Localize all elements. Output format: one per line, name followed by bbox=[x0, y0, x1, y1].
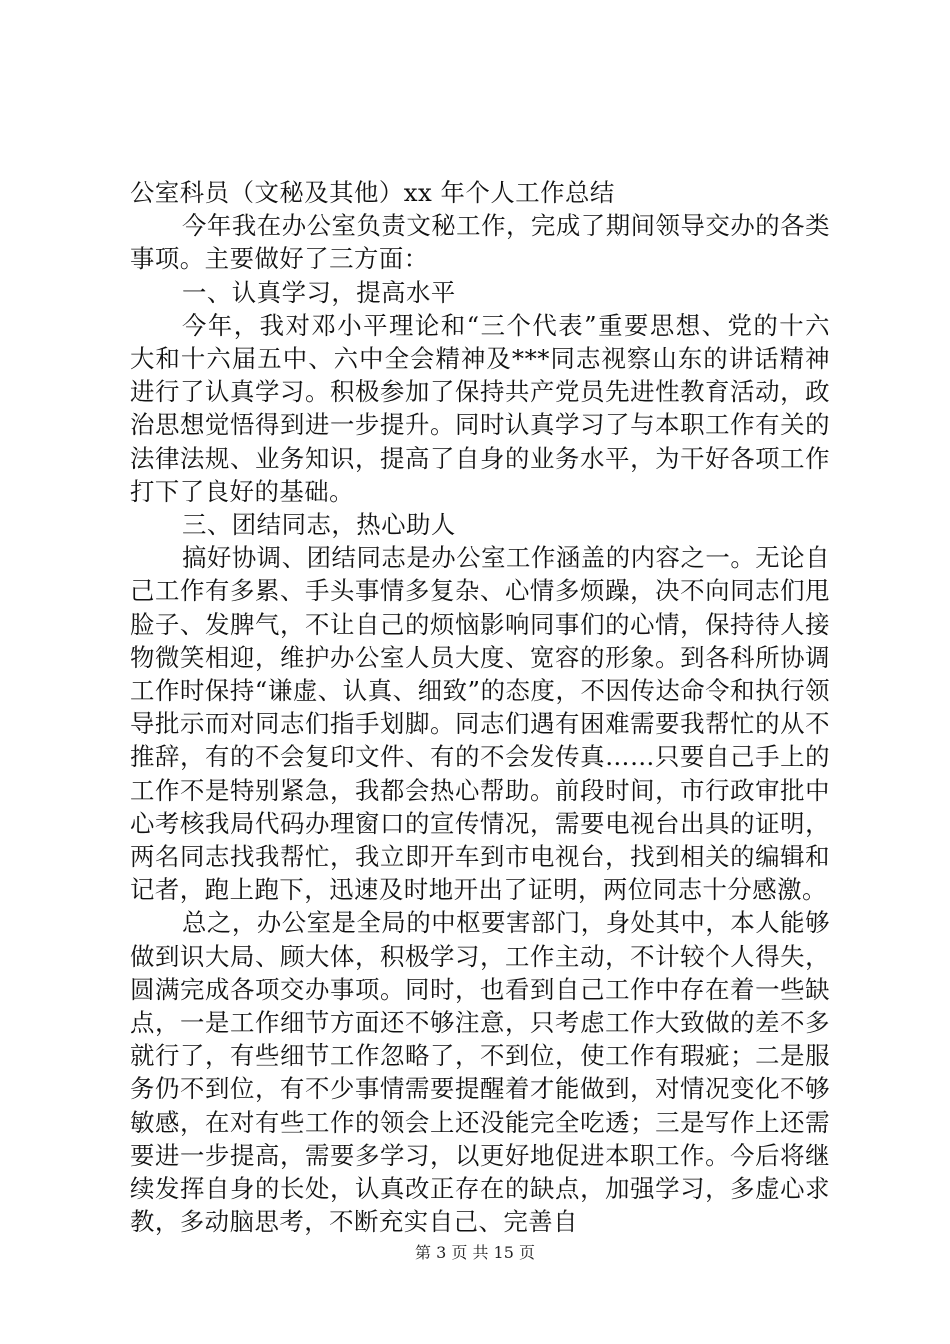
intro-paragraph: 今年我在办公室负责文秘工作，完成了期间领导交办的各类事项。主要做好了三方面： bbox=[130, 211, 830, 274]
study-paragraph: 今年，我对邓小平理论和“三个代表”重要思想、党的十六大和十六届五中、六中全会精神及***同志视察山东的讲话精神进行了认真学习。积极参加了保持共产党员先进性教育活动，政治思想觉悟得到进一步提升。同时认真学习了与本职工作有关的法律法规、业务知识，提高了自身的业务水平，为干好各项工作打下了良好的基础。 bbox=[130, 310, 830, 506]
summary-paragraph: 总之，办公室是全局的中枢要害部门，身处其中，本人能够做到识大局、顾大体，积极学习，工作主动，不计较个人得失，圆满完成各项交办事项。同时，也看到自己工作中存在着一些缺点，一是工作细节方面还不够注意，只考虑工作大致做的差不多就行了，有些细节工作忽略了，不到位，使工作有瑕疵；二是服务仍不到位，有不少事情需要提醒着才能做到，对情况变化不够敏感，在对有些工作的领会上还没能完全吃透；三是写作上还需要进一步提高，需要多学习，以更好地促进本职工作。今后将继续发挥自身的长处，认真改正存在的缺点，加强学习，多虚心求教，多动脑思考，不断充实自己、完善自 bbox=[130, 908, 830, 1237]
unity-paragraph: 搞好协调、团结同志是办公室工作涵盖的内容之一。无论自己工作有多累、手头事情多复杂、心情多烦躁，决不向同志们甩脸子、发脾气，不让自己的烦恼影响同事们的心情，保持待人接物微笑相迎，维护办公室人员大度、宽容的形象。到各科所协调工作时保持“谦虚、认真、细致”的态度，不因传达命令和执行领导批示而对同志们指手划脚。同志们遇有困难需要我帮忙的从不推辞，有的不会复印文件、有的不会发传真……只要自己手上的工作不是特别紧急，我都会热心帮助。前段时间，市行政审批中心考核我局代码办理窗口的宣传情况，需要电视台出具的证明，两名同志找我帮忙，我立即开车到市电视台，找到相关的编辑和记者，跑上跑下，迅速及时地开出了证明，两位同志十分感激。 bbox=[130, 543, 830, 905]
section-heading-study: 一、认真学习，提高水平 bbox=[182, 277, 456, 307]
document-title: 公室科员（文秘及其他）xx 年个人工作总结 bbox=[130, 178, 615, 207]
page-footer bbox=[0, 1243, 950, 1263]
page-number-label: 第 3 页 共 15 页 bbox=[415, 1243, 535, 1262]
document-body bbox=[130, 176, 830, 1239]
section-heading-unity: 三、团结同志，热心助人 bbox=[182, 510, 456, 540]
